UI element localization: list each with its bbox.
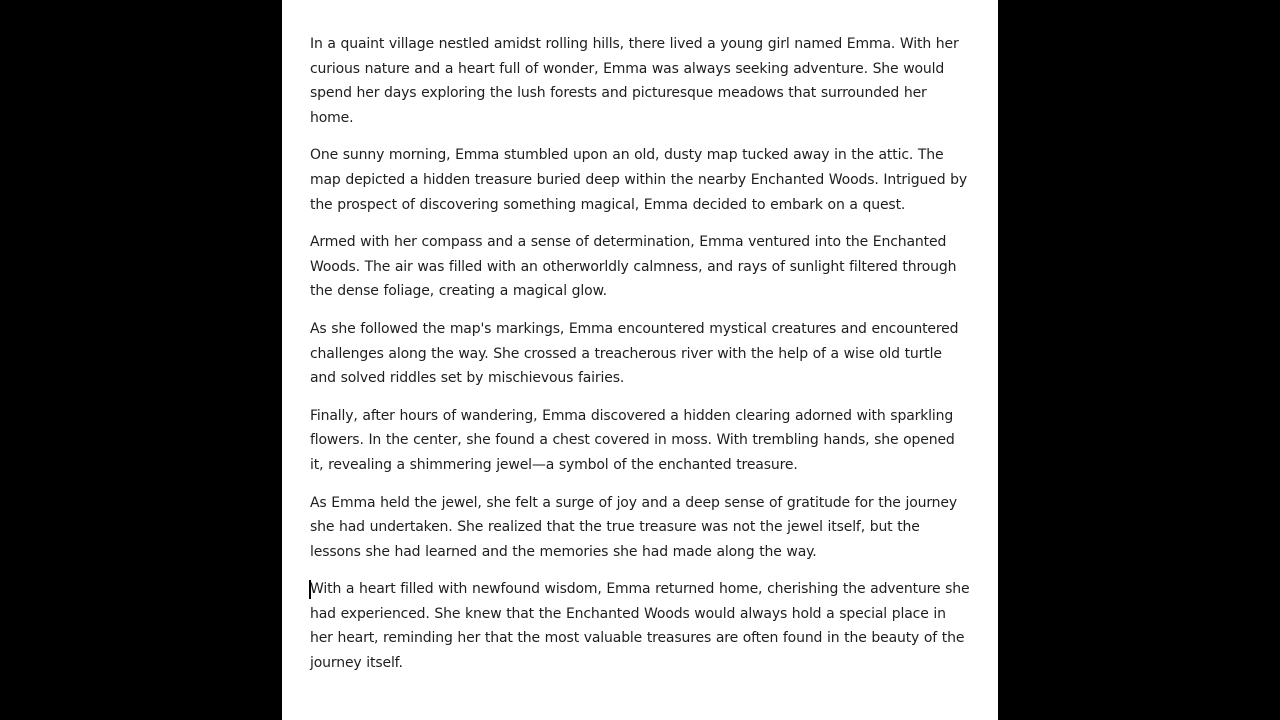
paragraph-7[interactable]: With a heart filled with newfound wisdom, Emma returned home, cherishing the adventure she had experienced. She knew that the Enchanted Woods would always hold a special place in her heart, reminding her that the most valuable treasures are often found in the beauty of the journey itself. [310,581,970,672]
paragraph-3[interactable]: Armed with her compass and a sense of determination, Emma ventured into the Enchanted Woods. The air was filled with an otherworldly calmness, and rays of sunlight filtered through the dense foliage, creating a magical glow. [310,234,957,300]
text-cursor [309,580,311,599]
document-page[interactable] [282,0,998,720]
paragraph-5[interactable]: Finally, after hours of wandering, Emma discovered a hidden clearing adorned with sparkling flowers. In the center, she found a chest covered in moss. With trembling hands, she opened it, revealing a shimmering jewel—a symbol of the enchanted treasure. [310,407,955,473]
paragraph-6[interactable]: As Emma held the jewel, she felt a surge of joy and a deep sense of gratitude for the journey she had undertaken. She realized that the true treasure was not the jewel itself, but the lessons she had learned and the memories she had made along the way. [310,494,958,560]
paragraph-2[interactable]: One sunny morning, Emma stumbled upon an old, dusty map tucked away in the attic. The map depicted a hidden treasure buried deep within the nearby Enchanted Woods. Intrigued by the prospect of discovering something magical, Emma decided to embark on a quest. [310,147,968,213]
document-body[interactable] [310,32,970,676]
paragraph-7-wrapper [310,577,970,675]
paragraph-4[interactable]: As she followed the map's markings, Emma encountered mystical creatures and encountered challenges along the way. She crossed a treacherous river with the help of a wise old turtle and solved riddles set by mischievous fairies. [310,320,959,387]
paragraph-1[interactable]: In a quaint village nestled amidst rolling hills, there lived a young girl named Emma. With her curious nature and a heart full of wonder, Emma was always seeking adventure. She would spend her days exploring the lush forests and picturesque meadows that surrounded her home. [310,36,959,126]
